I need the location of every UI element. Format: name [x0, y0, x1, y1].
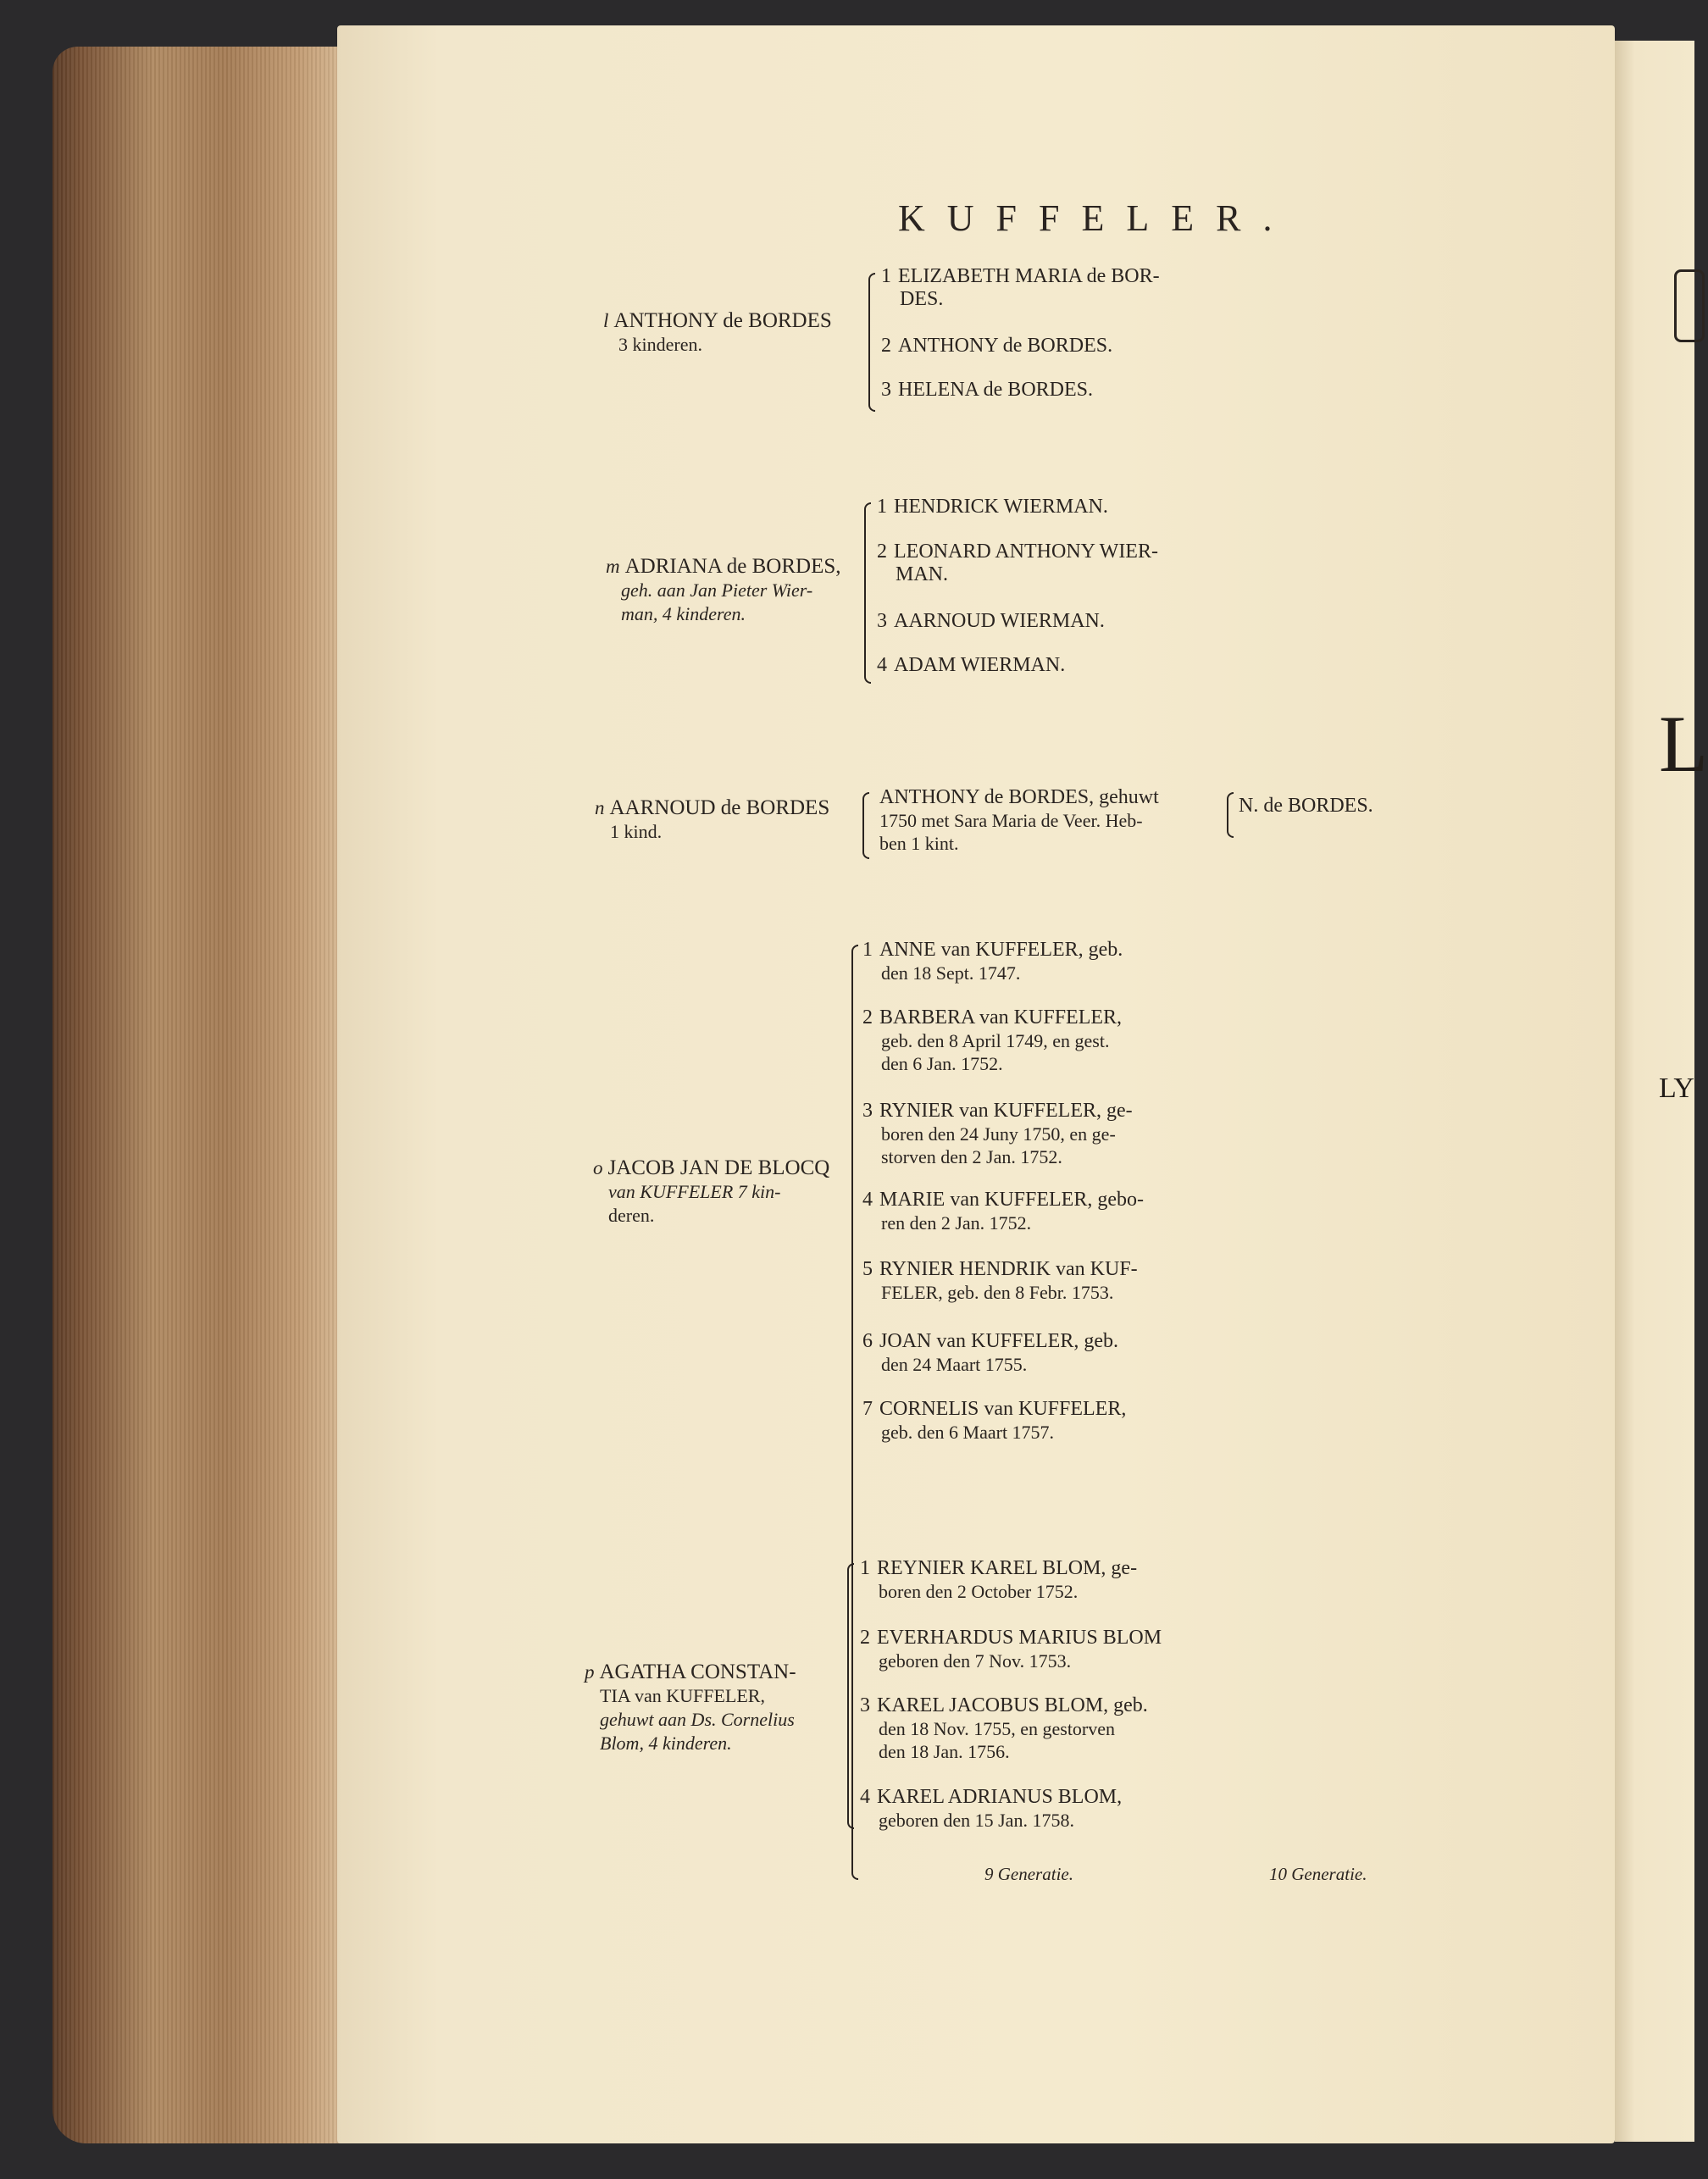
child-entry: 2 ANTHONY de BORDES. — [881, 335, 1113, 357]
parent-entry: o JACOB JAN DE BLOCQ van KUFFELER 7 kin- deren. — [593, 1156, 830, 1226]
child-entry: 3 AARNOUD WIERMAN. — [877, 610, 1105, 632]
brace — [864, 502, 871, 684]
child-entry: 2 EVERHARDUS MARIUS BLOM geboren den 7 Nov. 1753. — [860, 1627, 1162, 1672]
child-entry: 4 MARIE van KUFFELER, gebo- ren den 2 Jan. 1752. — [862, 1189, 1144, 1234]
generation-label: 9 Generatie. — [984, 1864, 1073, 1884]
child-entry: 1 ANNE van KUFFELER, geb. den 18 Sept. 1747. — [862, 939, 1123, 984]
parent-entry: m ADRIANA de BORDES, geh. aan Jan Pieter Wier- man, 4 kinderen. — [606, 555, 841, 624]
child-entry: 3 HELENA de BORDES. — [881, 379, 1093, 401]
parent-name: AGATHA CONSTAN- — [599, 1661, 796, 1683]
brace — [847, 1563, 854, 1829]
grandchild-entry: N. de BORDES. — [1239, 795, 1373, 817]
child-entry: 6 JOAN van KUFFELER, geb. den 24 Maart 1755. — [862, 1330, 1118, 1375]
parent-entry — [603, 309, 832, 357]
child-entry: 2 BARBERA van KUFFELER, geb. den 8 April 1749, en gest. den 6 Jan. 1752. — [862, 1006, 1123, 1074]
parent-entry: p AGATHA CONSTAN- TIA van KUFFELER, gehuwt aan Ds. Cornelius Blom, 4 kinderen. — [585, 1661, 796, 1754]
parent-entry: n AARNOUD de BORDES 1 kind. — [595, 796, 830, 842]
parent-name: JACOB JAN DE BLOCQ — [607, 1156, 830, 1179]
child-entry: 4 ADAM WIERMAN. — [877, 654, 1066, 676]
parent-name: ADRIANA de BORDES, — [624, 555, 841, 578]
brace — [862, 792, 869, 859]
parent-name: ANTHONY de BORDES — [613, 309, 832, 332]
generation-label: 10 Generatie. — [1269, 1864, 1367, 1884]
page-title: KUFFELER. — [898, 197, 1295, 239]
child-entry: 4 KAREL ADRIANUS BLOM, geboren den 15 Jan. 1758. — [860, 1786, 1123, 1831]
parent-name: AARNOUD de BORDES — [609, 796, 830, 819]
child-entry: ANTHONY de BORDES, gehuwt 1750 met Sara Maria de Veer. Heb- ben 1 kint. — [879, 786, 1159, 854]
next-page-initial: L — [1659, 699, 1708, 789]
child-entry: 1 REYNIER KAREL BLOM, ge- boren den 2 October 1752. — [860, 1557, 1138, 1602]
brace — [868, 273, 875, 412]
child-entry: 1 HENDRICK WIERMAN. — [877, 496, 1108, 518]
child-entry: 5 RYNIER HENDRIK van KUF- FELER, geb. den 8 Febr. 1753. — [862, 1258, 1138, 1303]
child-entry: 3 KAREL JACOBUS BLOM, geb. den 18 Nov. 1755, en gestorven den 18 Jan. 1756. — [860, 1694, 1148, 1762]
child-entry: 3 RYNIER van KUFFELER, ge- boren den 24 Juny 1750, en ge- storven den 2 Jan. 1752. — [862, 1100, 1133, 1167]
child-entry: 7 CORNELIS van KUFFELER, geb. den 6 Maart 1757. — [862, 1398, 1127, 1443]
entry-mark: l — [603, 310, 609, 331]
parent-note: 3 kinderen. — [618, 334, 702, 355]
next-page-heading: LY — [1659, 1073, 1694, 1104]
child-entry: 1 ELIZABETH MARIA de BOR- DES. — [881, 265, 1160, 310]
child-entry: 2 LEONARD ANTHONY WIER- MAN. — [877, 541, 1158, 585]
brace — [1227, 792, 1234, 838]
